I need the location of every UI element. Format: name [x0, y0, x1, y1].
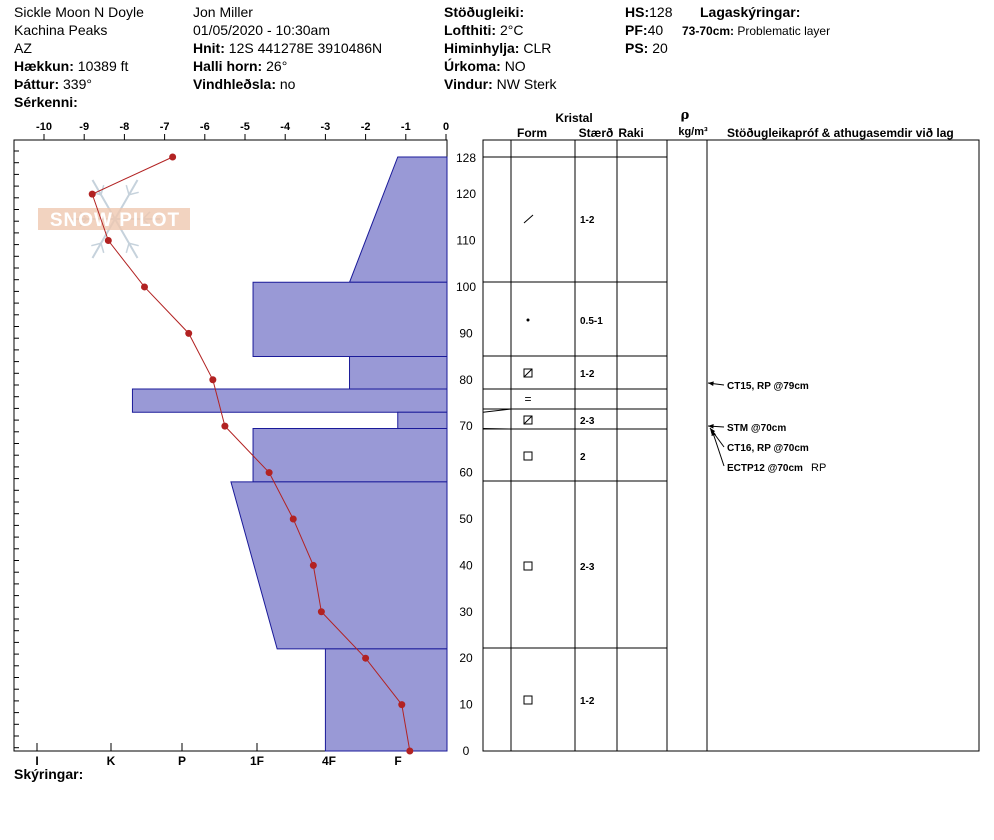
grain-form-icon — [524, 562, 532, 570]
grain-size: 2-3 — [580, 562, 595, 573]
depth-tick-label: 120 — [455, 187, 477, 202]
hardness-label: 1F — [249, 754, 265, 768]
hs-value: 128 — [649, 4, 673, 20]
hardness-layer — [350, 157, 447, 282]
hardness-label: K — [106, 754, 116, 768]
temperature-point — [141, 283, 148, 290]
temperature-point — [221, 423, 228, 430]
hardness-layer — [350, 357, 447, 389]
grain-size: 2-3 — [580, 416, 595, 427]
features-label: Sérkenni: — [14, 94, 78, 110]
wind-loading-label: Vindhleðsla: — [193, 76, 276, 92]
layer-connector — [483, 428, 511, 429]
depth-top-label: 128 — [455, 151, 477, 165]
sky-label: Himinhylja: — [444, 40, 520, 56]
wind-value: NW Sterk — [496, 76, 557, 92]
temp-tick-label: 0 — [442, 121, 450, 133]
depth-tick-label: 90 — [459, 326, 473, 341]
depth-tick-label: 80 — [459, 372, 473, 387]
temp-tick-label: -9 — [79, 121, 90, 133]
size-header: Stærð — [578, 126, 614, 140]
wind-label: Vindur: — [444, 76, 493, 92]
test-arrow — [712, 430, 724, 466]
layer-note-depth: 73-70cm: — [682, 24, 735, 38]
rho-header: ρ — [680, 108, 690, 123]
grain-form-icon — [524, 452, 532, 460]
location-area: Kachina Peaks — [14, 22, 108, 38]
aspect-label: Þáttur: — [14, 76, 60, 92]
pf-value: 40 — [647, 22, 664, 38]
stability-test-result: STM @70cm — [727, 423, 787, 434]
depth-tick-label: 0 — [462, 744, 470, 758]
slope-label: Halli horn: — [193, 58, 263, 74]
temperature-point — [398, 701, 405, 708]
elevation-label: Hækkun: — [14, 58, 74, 74]
hardness-layer — [231, 482, 447, 649]
temperature-point — [209, 376, 216, 383]
hardness-layer — [325, 649, 447, 751]
temperature-point — [290, 515, 297, 522]
snowflake-branch — [101, 243, 104, 253]
location-state: AZ — [14, 40, 32, 56]
moisture-header: Raki — [618, 126, 644, 140]
temperature-point — [406, 748, 413, 755]
location-name: Sickle Moon N Doyle — [14, 4, 144, 20]
temp-tick-label: -7 — [159, 121, 170, 133]
air-temp-label: Lofthiti: — [444, 22, 497, 38]
observation-datetime: 01/05/2020 - 10:30am — [193, 22, 330, 38]
temperature-point — [362, 655, 369, 662]
ps-value: 20 — [652, 40, 668, 56]
sky-value: CLR — [523, 40, 552, 56]
temp-tick-label: -3 — [320, 121, 331, 133]
grain-size: 2 — [580, 452, 586, 463]
depth-tick-label: 110 — [456, 233, 476, 248]
stability-test-result: ECTP12 @70cm — [727, 463, 803, 474]
temp-tick-label: -6 — [199, 121, 210, 133]
coords-label: Hnit: — [193, 40, 225, 56]
depth-tick-label: 10 — [459, 697, 473, 712]
temperature-point — [169, 154, 176, 161]
crystal-header: Kristal — [555, 111, 593, 125]
hardness-layer — [398, 412, 447, 428]
layer-note-text: Problematic layer — [737, 24, 831, 38]
ps-label: PS: — [625, 40, 649, 56]
pf-label: PF: — [625, 22, 648, 38]
hardness-label: P — [177, 754, 187, 768]
test-arrowhead — [708, 381, 714, 386]
temperature-point — [266, 469, 273, 476]
hardness-layer — [253, 428, 447, 481]
elevation-value: 10389 ft — [77, 58, 129, 74]
temperature-point — [318, 608, 325, 615]
grain-form-icon-slash — [524, 369, 532, 377]
hardness-layer — [253, 282, 447, 356]
layer-description-table — [483, 108, 979, 751]
hardness-label: F — [394, 754, 402, 768]
temp-tick-label: -5 — [240, 121, 250, 133]
grain-form-icon — [527, 319, 530, 322]
depth-tick-label: 70 — [459, 419, 473, 434]
temp-tick-label: -2 — [360, 121, 371, 133]
temp-tick-label: -8 — [119, 121, 130, 133]
grain-size: 0.5-1 — [580, 316, 603, 327]
temperature-point — [185, 330, 192, 337]
hs-label: HS: — [625, 4, 650, 20]
depth-tick-label: 30 — [459, 604, 473, 619]
snowflake-branch — [126, 243, 129, 253]
temp-tick-label: -4 — [280, 121, 291, 133]
grain-form-icon-slash — [524, 416, 532, 424]
coords-value: 12S 441278E 3910486N — [228, 40, 383, 56]
stability-test-result: CT15, RP @79cm — [727, 381, 809, 392]
density-unit-header: kg/m³ — [678, 126, 708, 138]
precip-value: NO — [504, 58, 526, 74]
grain-size: 1-2 — [580, 696, 595, 707]
air-temp-value: 2°C — [499, 22, 524, 38]
depth-tick-label: 40 — [459, 558, 473, 573]
temperature-point — [310, 562, 317, 569]
stability-label: Stöðugleiki: — [444, 4, 525, 20]
hardness-label: I — [35, 754, 39, 768]
test-arrowhead — [708, 424, 714, 429]
observer-name: Jon Miller — [193, 4, 253, 20]
layer-notes-label: Lagaskýringar: — [700, 4, 801, 20]
temperature-point — [105, 237, 112, 244]
snowflake-branch — [126, 185, 129, 195]
snowpilot-logo — [38, 180, 190, 258]
temp-tick-label: -10 — [36, 121, 52, 133]
stability-test-suffix: RP — [811, 462, 827, 474]
hardness-layers — [132, 157, 447, 751]
temperature-point — [89, 191, 96, 198]
depth-tick-label: 60 — [459, 465, 473, 480]
hardness-layer — [132, 389, 447, 412]
depth-tick-label: 50 — [459, 511, 473, 526]
depth-tick-label: 20 — [459, 651, 473, 666]
grain-form-icon — [524, 215, 533, 223]
depth-tick-label: 100 — [455, 279, 477, 294]
slope-value: 26° — [266, 58, 288, 74]
grain-form-icon: = — [524, 392, 532, 406]
grain-form-icon — [524, 696, 532, 704]
stability-test-result: CT16, RP @70cm — [727, 443, 809, 454]
temp-tick-label: -1 — [400, 121, 411, 133]
logo-text: SNOW PILOT — [49, 210, 181, 231]
grain-size: 1-2 — [580, 215, 595, 226]
precip-label: Úrkoma: — [444, 58, 501, 74]
notes-label: Skýringar: — [14, 766, 84, 782]
aspect-value: 339° — [63, 76, 92, 92]
tests-header: Stöðugleikapróf & athugasemdir við lag — [727, 126, 954, 140]
hardness-label: 4F — [321, 754, 337, 768]
form-header: Form — [517, 126, 547, 140]
grain-size: 1-2 — [580, 369, 595, 380]
wind-loading-value: no — [279, 76, 296, 92]
